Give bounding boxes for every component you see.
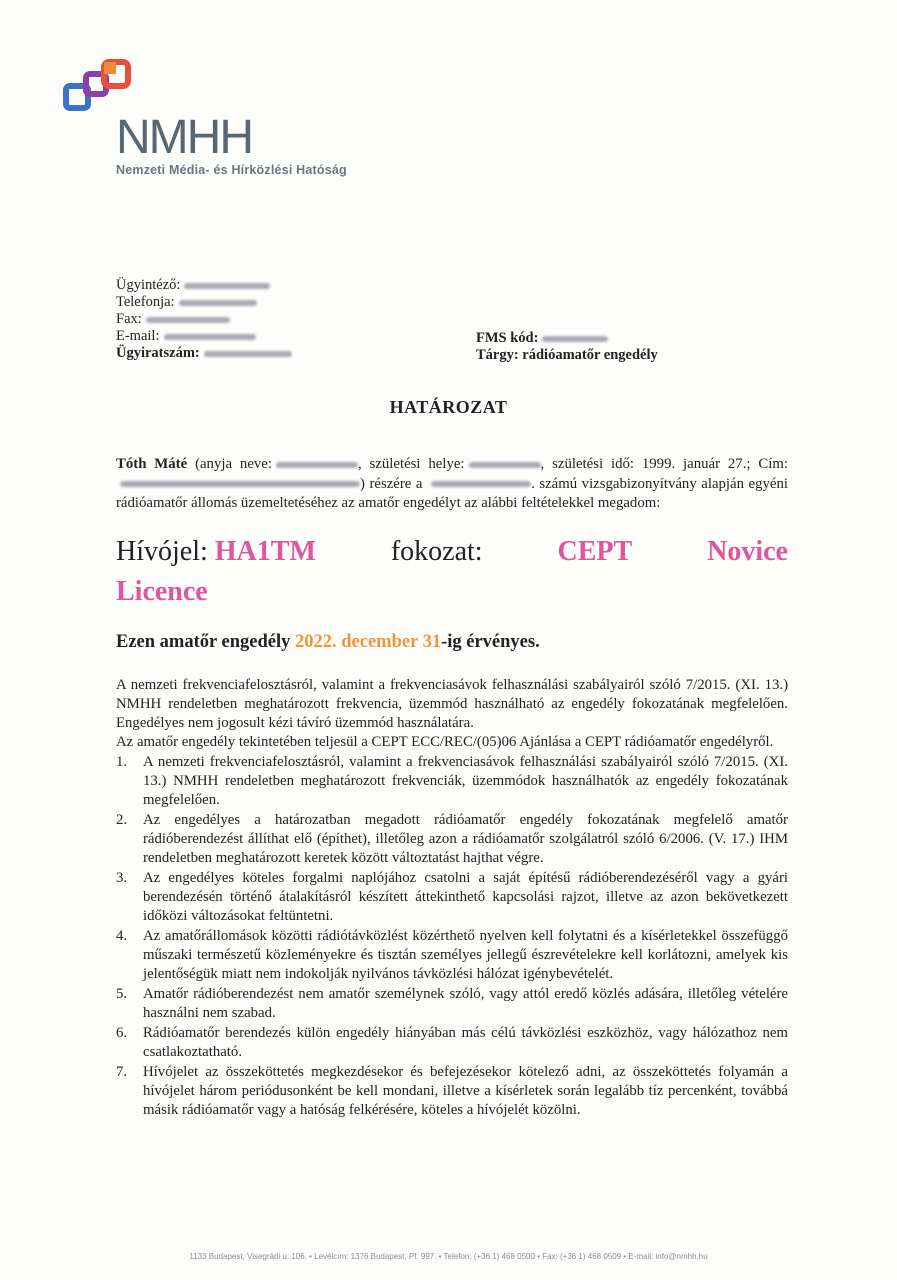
list-item: 1. A nemzeti frekvenciafelosztásról, valamint a frekvenciasávok felhasználási szabályairól szóló 7/2015. (XI. 13.) NMHH rendeletben meghatározott frekvenciák, üzemmódok használhatók az engedély fokozatának megfelelően. — [116, 754, 788, 808]
subject-row: Tárgy: rádióamatőr engedély — [476, 347, 658, 363]
list-item: 7. Hívójelet az összeköttetés megkezdésekor és befejezésekor kötelező adni, az összeköttetés folyamán a hívójelet három periódusonként be kell mondani, illetve a kísérletek során legalább tíz percenként, továbbá másik rádióamatőr vagy a hatóság felkérésére, köteles a hívójelét közölni. — [116, 1064, 788, 1118]
callsign-value: HA1TM — [214, 536, 316, 567]
redacted-block — [204, 351, 292, 357]
email-row: E-mail: — [116, 328, 292, 345]
logo-subtitle: Nemzeti Média- és Hírközlési Hatóság — [116, 163, 347, 177]
redacted-block — [146, 317, 230, 323]
class-word-licence: Licence — [116, 576, 208, 607]
list-item: 3. Az engedélyes köteles forgalmi naplójához csatolni a saját építésű rádióberendezéséről vagy a gyári berendezésén történő átalakításról készített áttekinthető kapcsolási rajzot, illetve az azon bekövetkezett időközi változásokat feltüntetni. — [116, 870, 788, 924]
footer-contact: 1133 Budapest, Visegrádi u. 106. • Levélcím: 1376 Budapest, Pf. 997. • Telefon: (+36 1) 468 0500 • Fax: (+36 1) 468 0509 • E-mail: info@nmhh.hu — [189, 1252, 708, 1261]
callsign-label: Hívójel: — [116, 536, 208, 567]
redacted-block — [431, 481, 531, 487]
intro-paragraph: Tóth Máté (anyja neve: , születési helye: , születési idő: 1999. január 27.; Cím: ) részére a . számú vizsgabizonyítvány alapján egyéni rádióamatőr állomás üzemeltetéséhez az amatőr engedélyt az alábbi feltételekkel megadom: — [116, 456, 789, 511]
class-word-cept: CEPT — [557, 536, 633, 567]
redacted-block — [469, 462, 541, 468]
validity-date: 2022. december 31 — [294, 632, 442, 652]
list-item: 5. Amatőr rádióberendezést nem amatőr személynek szóló, vagy attól eredő közlés adására, illetőleg vételére használni nem szabad. — [116, 986, 788, 1021]
logo-wordmark: NMHH — [116, 111, 252, 164]
validity-statement: Ezen amatőr engedély 2022. december 31-ig érvényes. — [116, 632, 540, 652]
rules-list — [116, 753, 788, 1120]
subject-info — [476, 330, 658, 364]
redacted-block — [276, 462, 358, 468]
case-info — [116, 277, 292, 362]
fax-row: Fax: — [116, 311, 292, 328]
conditions — [116, 676, 788, 1120]
paragraph: Az amatőr engedély tekintetében teljesül a CEPT ECC/REC/(05)06 Ajánlása a CEPT rádióamatőr engedélyről. — [116, 734, 774, 750]
redacted-block — [164, 334, 256, 340]
redacted-block — [120, 481, 360, 487]
phone-row: Telefonja: — [116, 294, 292, 311]
redacted-block — [179, 300, 257, 306]
file-number-row: Ügyiratszám: — [116, 345, 292, 362]
class-label: fokozat: — [390, 536, 483, 567]
redacted-block — [542, 336, 608, 342]
nmhh-logo — [60, 58, 360, 188]
list-item: 2. Az engedélyes a határozatban megadott rádióamatőr engedély fokozatának megfelelő amatőr rádióberendezést állíthat elő (építhet), illetőleg azon a rádióamatőr szolgálatról szóló 6/2006. (V. 17.) IHM rendeletben meghatározott keretek között változtatást hajthat végre. — [116, 812, 788, 866]
callsign-block — [116, 532, 788, 612]
redacted-block — [184, 283, 270, 289]
list-item: 4. Az amatőrállomások közötti rádiótávközlést közérthető nyelven kell folytatni és a kísérletekkel összefüggő műszaki természetű közleményekre és tisztán személyes jellegű észrevételekre kell korlátozni, amelyek kis jelentőségük miatt nem indokolják nyilvános távközlési hálózat igénybevételét. — [116, 928, 788, 982]
class-word-novice: Novice — [707, 536, 788, 567]
nmhh-logo-mark-icon — [60, 58, 140, 116]
fms-code-row: FMS kód: — [476, 330, 658, 347]
licensee-name: Tóth Máté — [116, 456, 188, 472]
document-title: HATÁROZAT — [389, 397, 508, 417]
paragraph: A nemzeti frekvenciafelosztásról, valamint a frekvenciasávok felhasználási szabályairól szóló 7/2015. (XI. 13.) NMHH rendeletben meghatározott frekvencia, üzemmód használható az engedély fokozatának megfelelően. Engedélyes nem jogosult kézi távíró üzemmód használatára. — [116, 677, 788, 731]
list-item: 6. Rádióamatőr berendezés külön engedély hiányában más célú távközlési eszközhöz, vagy hálózathoz nem csatlakoztatható. — [116, 1025, 788, 1060]
case-officer-row: Ügyintéző: — [116, 277, 292, 294]
